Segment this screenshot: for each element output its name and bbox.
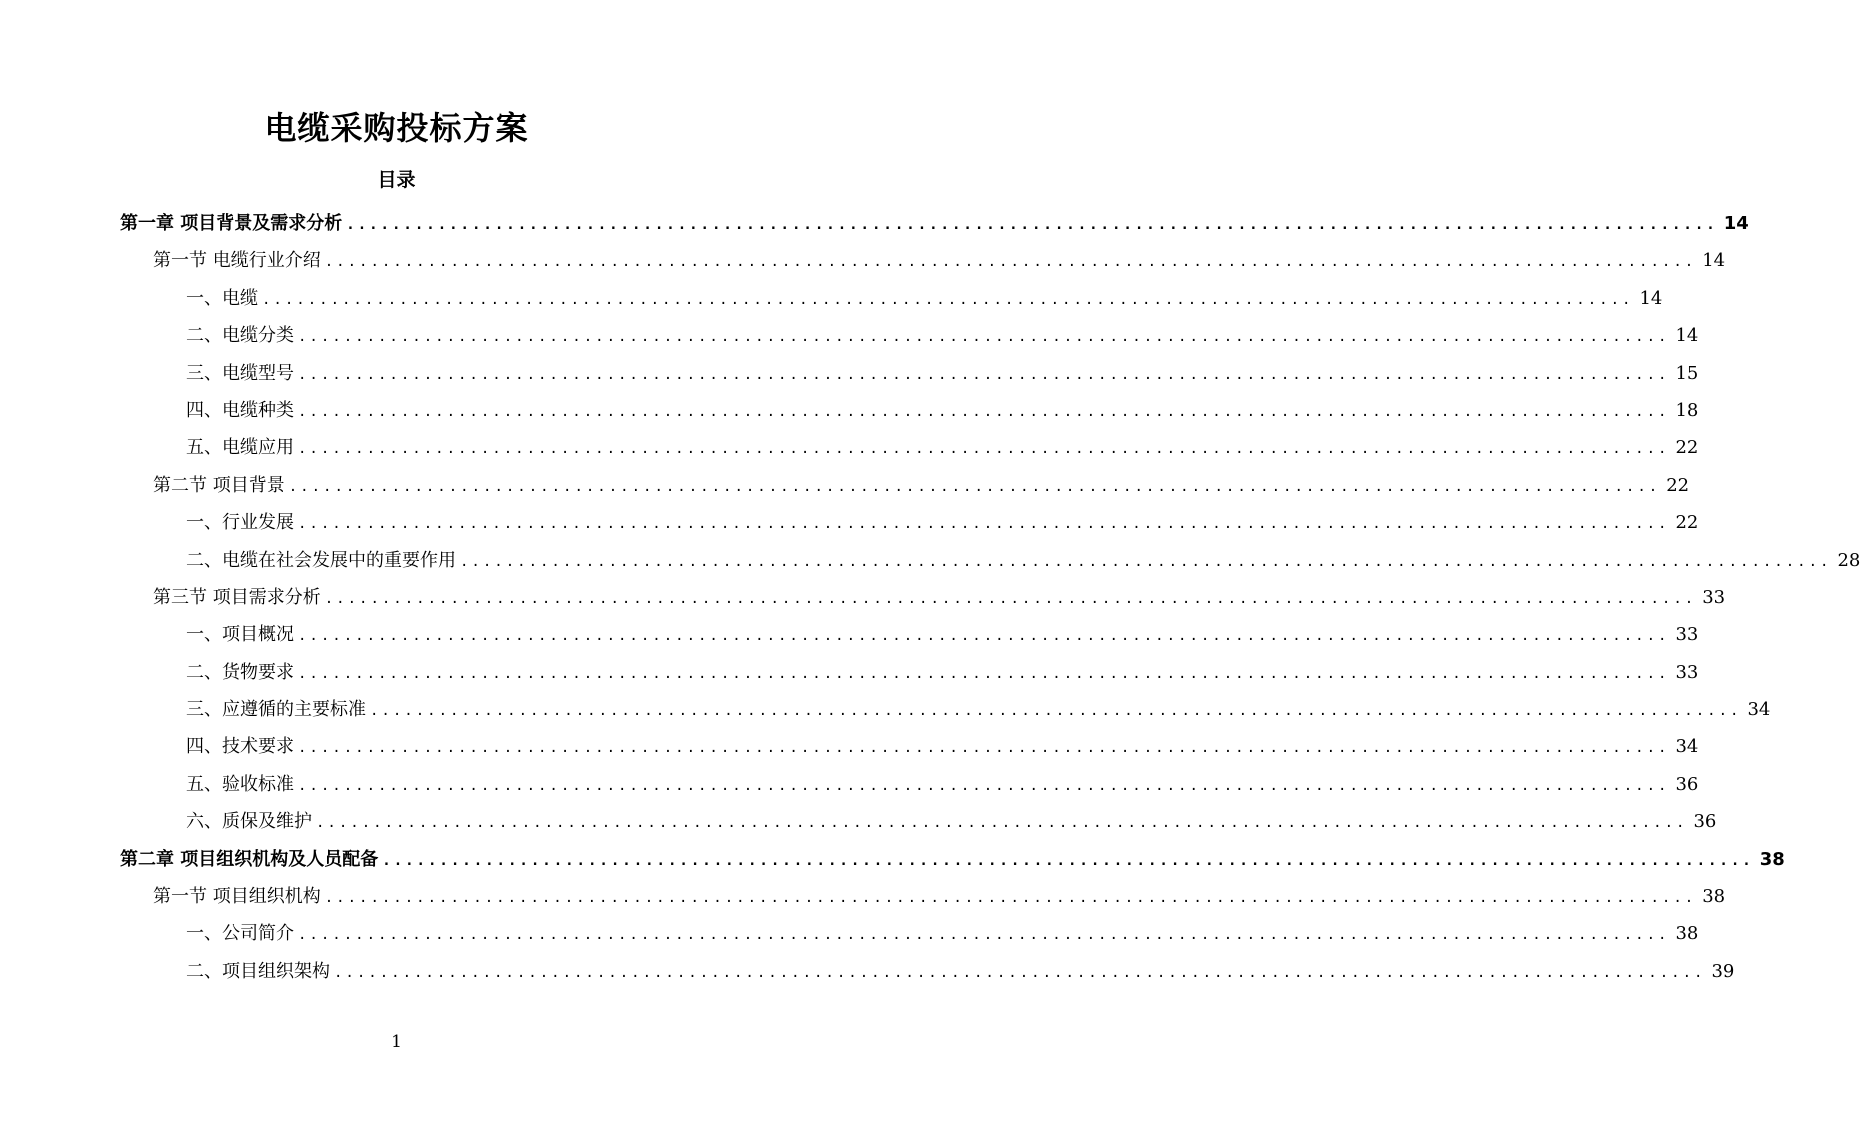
toc-dot-leader: ........................................................................................................................ [298, 441, 1670, 458]
toc-subsection-entry[interactable] [0, 616, 1699, 653]
toc-entry-label: 第三节 项目需求分析 [153, 586, 321, 608]
toc-dot-leader: ........................................................................................................................ [324, 890, 1697, 907]
toc-entry-label: 一、公司简介 [186, 923, 294, 945]
toc-page-number: 36 [1675, 773, 1699, 795]
toc-page-number: 15 [1675, 362, 1699, 384]
toc-page-number: 14 [1675, 325, 1699, 347]
toc-page-number: 33 [1675, 624, 1699, 646]
toc-dot-leader: ........................................................................................................................ [370, 703, 1742, 720]
toc-subsection-entry[interactable] [0, 953, 1735, 990]
toc-section-entry[interactable] [0, 242, 1726, 279]
toc-entry-label: 一、电缆 [186, 287, 258, 309]
toc-subsection-entry[interactable] [0, 280, 1663, 317]
toc-entry-label: 五、电缆应用 [186, 437, 294, 459]
toc-page-number: 28 [1837, 549, 1860, 571]
toc-section-entry[interactable] [0, 579, 1726, 616]
toc-entry-label: 六、质保及维护 [186, 811, 312, 833]
toc-entry-label: 第一节 电缆行业介绍 [153, 250, 321, 272]
toc-dot-leader: ........................................................................................................................ [382, 852, 1754, 869]
toc-page-number: 33 [1675, 661, 1699, 683]
toc-section-entry[interactable] [0, 878, 1726, 915]
toc-dot-leader: ........................................................................................................................ [324, 254, 1697, 271]
toc-entry-label: 第二节 项目背景 [153, 474, 285, 496]
toc-subsection-entry[interactable] [0, 429, 1699, 466]
toc-subsection-entry[interactable] [0, 803, 1717, 840]
toc-subsection-entry[interactable] [0, 317, 1699, 354]
toc-subsection-entry[interactable] [0, 504, 1699, 541]
toc-dot-leader: ........................................................................................................................ [316, 815, 1688, 832]
toc-entry-label: 三、电缆型号 [186, 362, 294, 384]
toc-page-number: 14 [1639, 287, 1663, 309]
toc-entry-label: 二、电缆在社会发展中的重要作用 [186, 549, 456, 571]
toc-page-number: 36 [1693, 811, 1717, 833]
toc-dot-leader: ........................................................................................................................ [298, 740, 1670, 757]
toc-entry-label: 二、项目组织架构 [186, 960, 330, 982]
toc-dot-leader: ........................................................................................................................ [298, 927, 1670, 944]
toc-dot-leader: ........................................................................................................................ [298, 628, 1670, 645]
toc-page-number: 38 [1759, 848, 1785, 870]
toc-page-number: 38 [1702, 886, 1726, 908]
toc-dot-leader: ........................................................................................................................ [298, 516, 1670, 533]
toc-entry-label: 五、验收标准 [186, 773, 294, 795]
toc-dot-leader: ........................................................................................................................ [460, 553, 1832, 570]
toc-entry-label: 一、行业发展 [186, 512, 294, 534]
toc-page-number: 14 [1723, 213, 1749, 234]
toc-entry-label: 一、项目概况 [186, 624, 294, 646]
toc-heading: 目录 [377, 169, 416, 191]
toc-chapter-entry[interactable] [0, 841, 1785, 878]
toc-chapter-entry[interactable] [0, 205, 1749, 242]
toc-subsection-entry[interactable] [0, 654, 1699, 691]
toc-page-number: 22 [1666, 474, 1690, 496]
toc-dot-leader: ........................................................................................................................ [334, 964, 1706, 981]
toc-entry-label: 第一章 项目背景及需求分析 [120, 213, 343, 234]
toc-subsection-entry[interactable] [0, 766, 1699, 803]
table-of-contents [0, 205, 1860, 990]
toc-entry-label: 二、电缆分类 [186, 325, 294, 347]
toc-entry-label: 第二章 项目组织机构及人员配备 [120, 848, 379, 870]
toc-page-number: 33 [1702, 586, 1726, 608]
document-title: 电缆采购投标方案 [264, 109, 529, 147]
toc-dot-leader: ........................................................................................................................ [346, 217, 1718, 233]
toc-page-number: 39 [1711, 960, 1735, 982]
toc-page-number: 22 [1675, 437, 1699, 459]
toc-entry-label: 第一节 项目组织机构 [153, 886, 321, 908]
toc-entry-label: 二、货物要求 [186, 661, 294, 683]
toc-page-number: 38 [1675, 923, 1699, 945]
toc-page-number: 34 [1747, 699, 1771, 721]
toc-section-entry[interactable] [0, 467, 1690, 504]
toc-entry-label: 四、技术要求 [186, 736, 294, 758]
toc-page-number: 34 [1675, 736, 1699, 758]
toc-dot-leader: ........................................................................................................................ [324, 590, 1697, 607]
toc-dot-leader: ........................................................................................................................ [298, 329, 1670, 346]
toc-dot-leader: ........................................................................................................................ [288, 478, 1661, 495]
toc-subsection-entry[interactable] [0, 915, 1699, 952]
toc-subsection-entry[interactable] [0, 542, 1860, 579]
toc-subsection-entry[interactable] [0, 355, 1699, 392]
toc-dot-leader: ........................................................................................................................ [298, 777, 1670, 794]
toc-page-number: 22 [1675, 512, 1699, 534]
toc-page-number: 14 [1702, 250, 1726, 272]
toc-entry-label: 四、电缆种类 [186, 399, 294, 421]
toc-subsection-entry[interactable] [0, 392, 1699, 429]
toc-dot-leader: ........................................................................................................................ [298, 403, 1670, 420]
toc-dot-leader: ........................................................................................................................ [262, 291, 1634, 308]
toc-dot-leader: ........................................................................................................................ [298, 366, 1670, 383]
toc-page-number: 18 [1675, 399, 1699, 421]
toc-dot-leader: ........................................................................................................................ [298, 665, 1670, 682]
toc-subsection-entry[interactable] [0, 728, 1699, 765]
toc-subsection-entry[interactable] [0, 691, 1771, 728]
toc-entry-label: 三、应遵循的主要标准 [186, 699, 366, 721]
page-number: 1 [391, 1032, 402, 1052]
